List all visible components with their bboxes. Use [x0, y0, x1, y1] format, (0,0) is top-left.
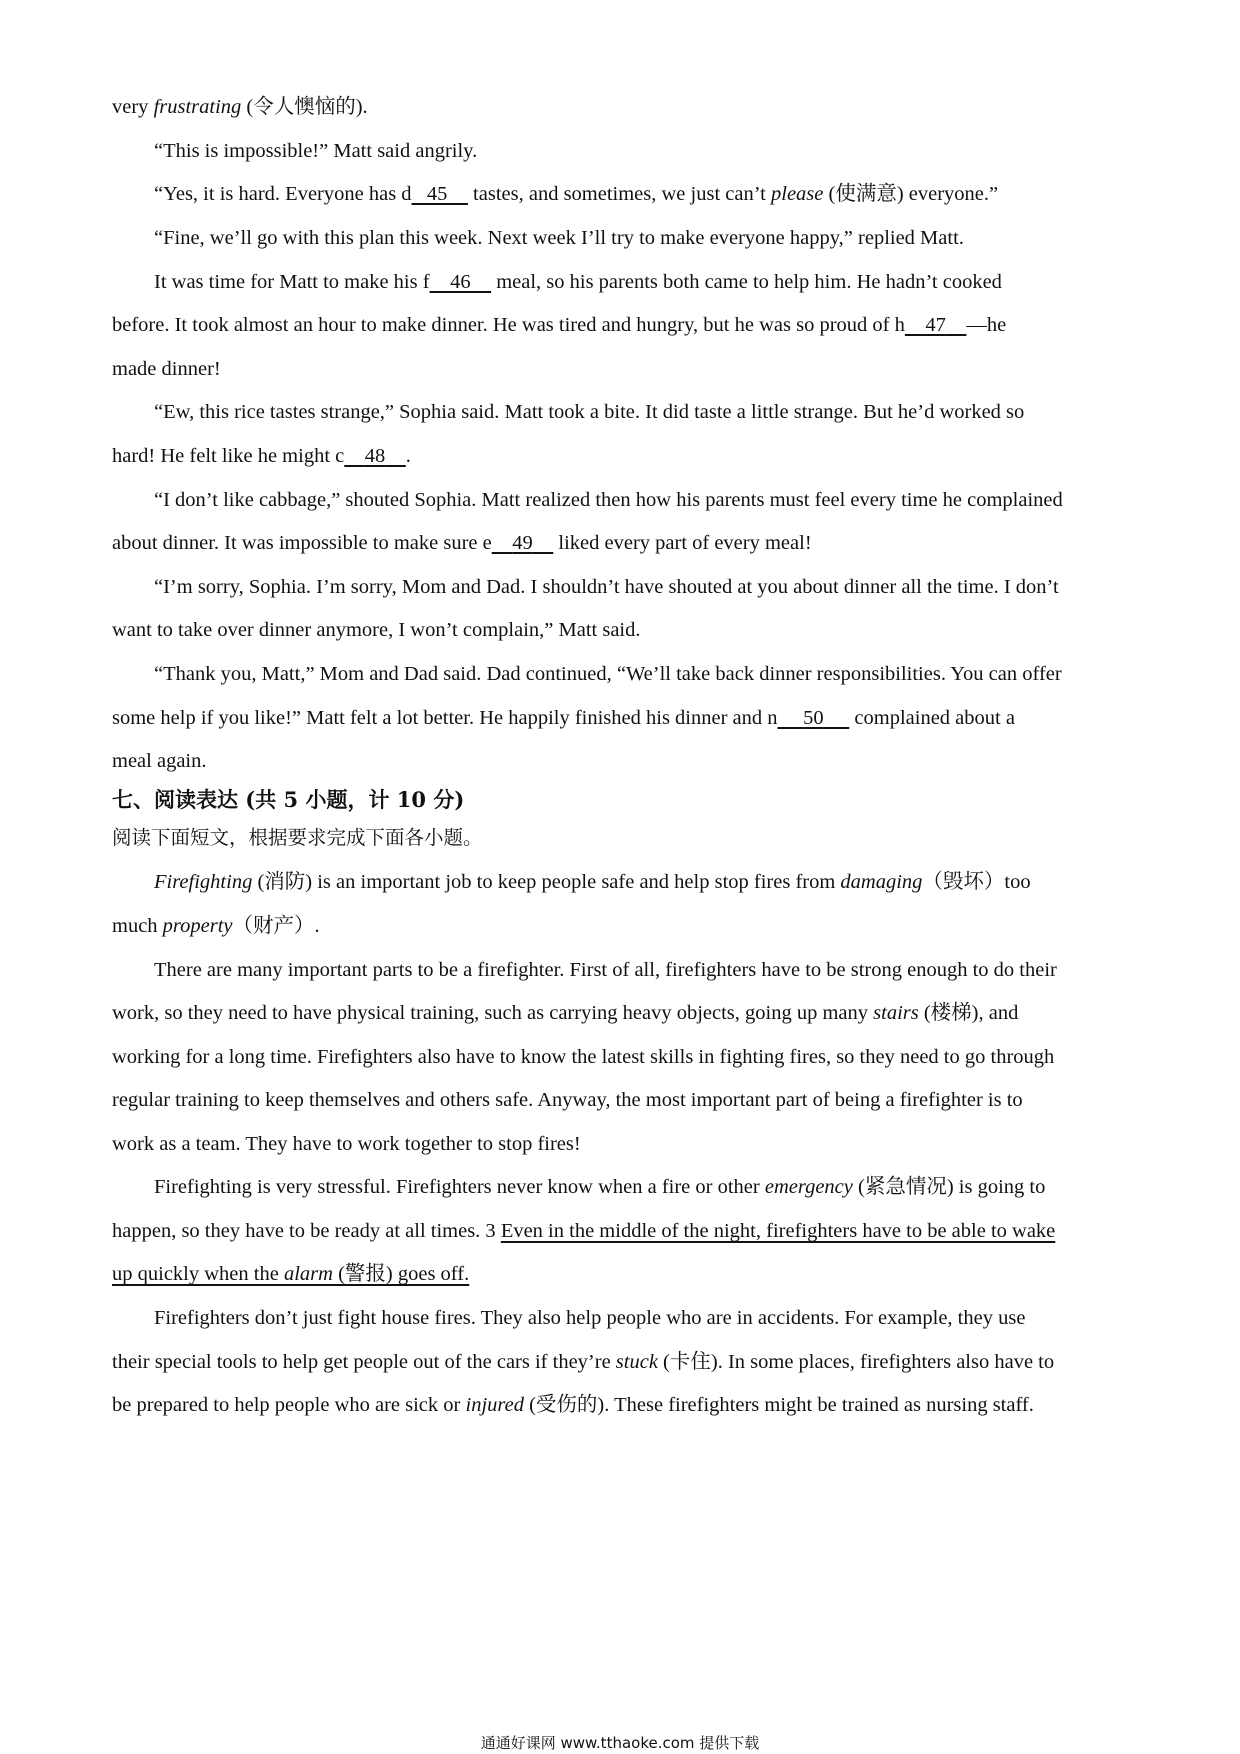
text: —he	[966, 314, 1007, 336]
text-line	[154, 269, 1184, 295]
blank-47: 47	[925, 314, 946, 336]
text-line: working for a long time. Firefighters also have to know the latest skills in fighting fires, so they need to go through	[112, 1046, 1055, 1068]
text: （财产）.	[232, 915, 320, 937]
text-line	[154, 181, 1184, 207]
text: some help if you like!” Matt felt a lot better. He happily finished his dinner and n	[112, 707, 778, 729]
text: Firefighting is very stressful. Firefighters never know when a fire or other	[154, 1176, 765, 1198]
text-line: made dinner!	[112, 358, 221, 380]
text-line	[112, 94, 1142, 120]
text-line: want to take over dinner anymore, I won’t complain,” Matt said.	[112, 619, 641, 641]
text: work, so they need to have physical training, such as carrying heavy objects, going up many	[112, 1002, 874, 1024]
italic-word: frustrating	[153, 96, 242, 118]
italic-word: alarm	[283, 1263, 333, 1285]
italic-word: Firefighting	[154, 871, 253, 893]
text: .	[405, 445, 411, 467]
section-heading: 七、阅读表达 (共 5 小题，计 10 分)	[112, 787, 465, 812]
text-line	[154, 1174, 1184, 1200]
text: (受伤的). These firefighters might be trained as nursing staff.	[523, 1394, 1034, 1416]
text-line	[112, 1000, 1142, 1026]
section-instruction: 阅读下面短文，根据要求完成下面各小题。	[112, 826, 483, 849]
text-line: “I don’t like cabbage,” shouted Sophia. Matt realized then how his parents must feel every time he complained	[154, 489, 1063, 511]
text: liked every part of every meal!	[553, 532, 812, 554]
text: complained about a	[849, 707, 1015, 729]
italic-word: stairs	[873, 1002, 919, 1024]
text-line: work as a team. They have to work together to stop fires!	[112, 1133, 581, 1155]
page-footer: 通通好课网 www.tthaoke.com 提供下载	[480, 1734, 760, 1752]
text-line: “Thank you, Matt,” Mom and Dad said. Dad continued, “We’ll take back dinner responsibilities. You can offer	[154, 663, 1062, 685]
blank-50: 50	[803, 707, 824, 729]
text: hard! He felt like he might c	[112, 445, 345, 467]
text-line	[112, 1392, 1142, 1418]
italic-word: injured	[465, 1394, 524, 1416]
text-line	[112, 312, 1142, 338]
text: It was time for Matt to make his f	[154, 271, 430, 293]
text: very	[112, 96, 154, 118]
text-line: Firefighters don’t just fight house fires. They also help people who are in accidents. For example, they use	[154, 1307, 1026, 1329]
text: (楼梯), and	[918, 1002, 1019, 1024]
text-line: “I’m sorry, Sophia. I’m sorry, Mom and Dad. I shouldn’t have shouted at you about dinner all the time. I don’t	[154, 576, 1059, 598]
underlined-sentence: Even in the middle of the night, firefighters have to be able to wake	[500, 1220, 1056, 1242]
text-line	[112, 443, 1142, 469]
blank-48: 48	[364, 445, 386, 467]
text: (使满意) everyone.”	[823, 183, 999, 205]
text-line: There are many important parts to be a firefighter. First of all, firefighters have to be strong enough to do their	[154, 959, 1057, 981]
text-line: “Fine, we’ll go with this plan this week. Next week I’ll try to make everyone happy,” replied Matt.	[154, 227, 964, 249]
text-line: meal again.	[112, 750, 207, 772]
text: tastes, and sometimes, we just can’t	[467, 183, 771, 205]
text-line	[112, 1218, 1142, 1244]
text-line	[154, 869, 1184, 895]
underlined-sentence: up quickly when the alarm (警报) goes off.	[112, 1263, 470, 1285]
text-line	[112, 530, 1142, 556]
text-line: “Ew, this rice tastes strange,” Sophia said. Matt took a bite. It did taste a little strange. But he’d worked so	[154, 401, 1025, 423]
text: their special tools to help get people out of the cars if they’re	[112, 1351, 616, 1373]
text-line: regular training to keep themselves and others safe. Anyway, the most important part of being a firefighter is to	[112, 1089, 1023, 1111]
text-line	[112, 913, 1142, 939]
italic-word: emergency	[764, 1176, 853, 1198]
text: “Yes, it is hard. Everyone has d	[154, 183, 412, 205]
text-line	[112, 1261, 1142, 1287]
text: about dinner. It was impossible to make sure e	[112, 532, 492, 554]
italic-word: please	[771, 183, 824, 205]
blank-46: 46	[450, 271, 471, 293]
italic-word: damaging	[840, 871, 923, 893]
text: (消防) is an important job to keep people safe and help stop fires from	[252, 871, 841, 893]
text: (令人懊恼的).	[241, 96, 368, 118]
text: （毁坏）too	[922, 871, 1031, 893]
italic-word: stuck	[615, 1351, 658, 1373]
italic-word: property	[162, 915, 233, 937]
text: (紧急情况) is going to	[852, 1176, 1046, 1198]
text: happen, so they have to be ready at all times. 3	[112, 1220, 501, 1242]
text: be prepared to help people who are sick or	[112, 1394, 466, 1416]
text-line: “This is impossible!” Matt said angrily.	[154, 140, 478, 162]
blank-45: 45	[426, 183, 448, 205]
text-line	[112, 1349, 1142, 1375]
text: much	[112, 915, 163, 937]
text-line	[112, 705, 1142, 731]
text: meal, so his parents both came to help him. He hadn’t cooked	[491, 271, 1002, 293]
text: (卡住). In some places, firefighters also have to	[657, 1351, 1055, 1373]
blank-49: 49	[512, 532, 533, 554]
text: before. It took almost an hour to make dinner. He was tired and hungry, but he was so proud of h	[112, 314, 905, 336]
